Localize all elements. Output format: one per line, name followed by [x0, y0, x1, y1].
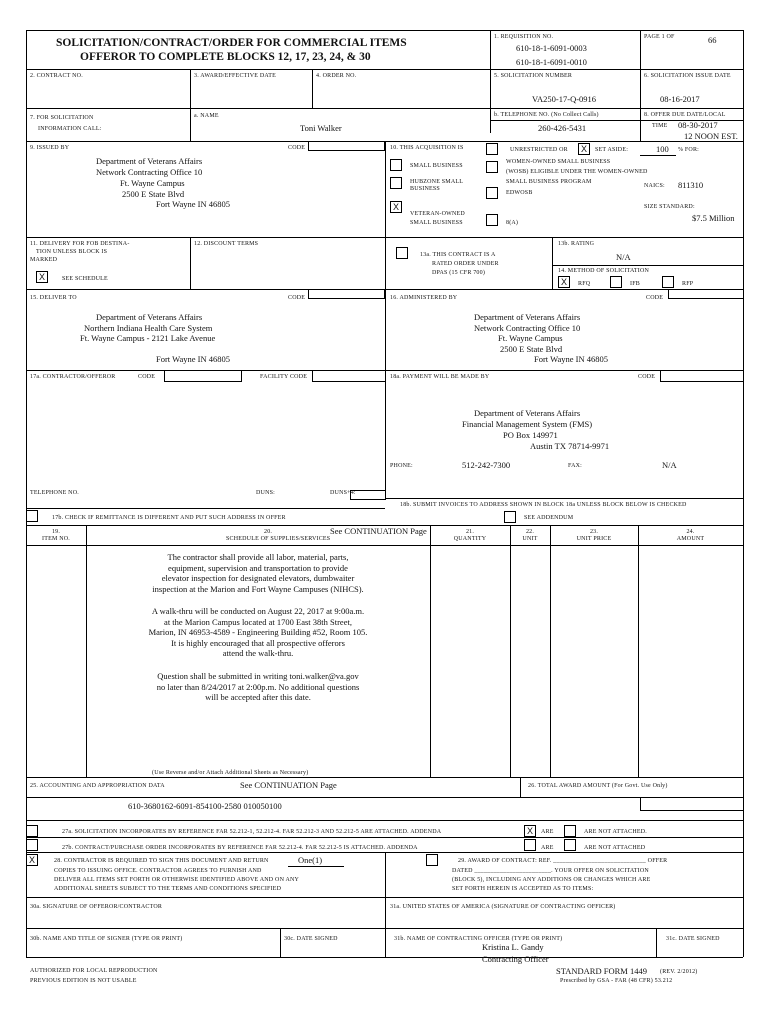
27a-are-label: ARE: [541, 829, 554, 835]
deliver-code-label: CODE: [288, 295, 306, 301]
27a-are-checkbox[interactable]: X: [524, 825, 536, 837]
page-total: 66: [708, 35, 717, 45]
officer-name-label: 31b. NAME OF CONTRACTING OFFICER (TYPE OR PRINT): [394, 936, 563, 942]
total-award-label: 26. TOTAL AWARD AMOUNT (For Govt. Use Only): [528, 783, 668, 789]
deliver-line-1: Department of Veterans Affairs: [96, 312, 203, 322]
duns-label: DUNS:: [256, 490, 276, 496]
issued-line-1: Department of Veterans Affairs: [96, 156, 203, 166]
method-label: 14. METHOD OF SOLICITATION: [558, 268, 650, 274]
col20-header: SCHEDULE OF SUPPLIES/SERVICES: [226, 536, 331, 542]
signature-31a-label: 31a. UNITED STATES OF AMERICA (SIGNATURE OF CONTRACTING OFFICER): [390, 904, 616, 910]
col23-number: 23.: [589, 529, 599, 535]
duns4-label: DUNS+4:: [330, 490, 356, 496]
footer-previous-edition: PREVIOUS EDITION IS NOT USABLE: [30, 978, 137, 984]
accounting-label: 25. ACCOUNTING AND APPROPRIATION DATA: [30, 783, 165, 789]
29-checkbox[interactable]: [426, 854, 438, 866]
footer-revision: (REV. 2/2012): [660, 969, 698, 975]
contractor-code-box[interactable]: [164, 370, 242, 382]
col19-number: 19.: [51, 529, 61, 535]
27b-checkbox[interactable]: [26, 839, 38, 851]
remittance-checkbox[interactable]: [26, 510, 38, 522]
rated-label-3: DPAS (15 CFR 700): [432, 270, 486, 276]
col24-header: AMOUNT: [676, 536, 705, 542]
size-standard: $7.5 Million: [692, 213, 735, 223]
admin-code-box[interactable]: [668, 289, 744, 299]
issued-code-box[interactable]: [308, 141, 385, 151]
unrestricted-label: UNRESTRICTED OR: [510, 147, 568, 153]
27b-are-not-label: ARE NOT ATTACHED: [584, 845, 646, 851]
clause-28-line4: ADDITIONAL SHEETS SUBJECT TO THE TERMS AND CONDITIONS SPECIFIED: [54, 886, 282, 892]
payment-line-2: Financial Management System (FMS): [462, 419, 593, 429]
requisition-label: 1. REQUISITION NO.: [494, 34, 554, 40]
wosb-label-2: (WOSB) ELIGIBLE UNDER THE WOMEN-OWNED: [506, 169, 648, 175]
solicitation-date: 08-16-2017: [660, 94, 700, 104]
schedule-description-2: A walk-thru will be conducted on August 22, 2017 at 9:00a.m. at the Marion Campus located at 1700 East 38th Street, Marion, IN 46953-4589 - Engineering Building #52, Room 105. It is highly encouraged that all prospective offerors attend the walk-thru.: [148, 606, 368, 658]
clause-27b: 27b. CONTRACT/PURCHASE ORDER INCORPORATES BY REFERENCE FAR 52.212-4. FAR 52.212-5 IS ATTACHED. ADDENDA: [62, 845, 418, 851]
schedule-continuation: See CONTINUATION Page: [330, 526, 427, 536]
issued-line-4: 2500 E State Blvd: [122, 189, 185, 199]
deliver-city: Fort Wayne IN 46805: [156, 354, 230, 364]
signer-name-label: 30b. NAME AND TITLE OF SIGNER (TYPE OR PRINT): [30, 936, 183, 942]
page-label: PAGE 1 OF: [644, 34, 675, 40]
naics-label: NAICS:: [644, 183, 665, 189]
admin-code-label: CODE: [646, 295, 664, 301]
requisition-number-2: 610-18-1-6091-0010: [516, 57, 587, 67]
admin-line-3: Ft. Wayne Campus: [498, 333, 563, 343]
set-aside-label: SET ASIDE:: [595, 147, 629, 153]
small-business-label: SMALL BUSINESS: [410, 163, 463, 169]
info-call-label-2: INFORMATION CALL:: [38, 126, 102, 132]
size-standard-label: SIZE STANDARD:: [644, 204, 695, 210]
see-addendum-label: SEE ADDENDUM: [524, 515, 574, 521]
contract-no-label: 2. CONTRACT NO.: [30, 73, 83, 79]
clause-28-line2: COPIES TO ISSUING OFFICE. CONTRACTOR AGREES TO FURNISH AND: [54, 868, 262, 874]
admin-line-1: Department of Veterans Affairs: [474, 312, 581, 322]
rating-value: N/A: [616, 252, 631, 262]
wosb-label-1: WOMEN-OWNED SMALL BUSINESS: [506, 159, 611, 165]
issued-by-label: 9. ISSUED BY: [30, 145, 70, 151]
acquisition-label: 10. THIS ACQUISITION IS: [390, 145, 464, 151]
footer-reproduction: AUTHORIZED FOR LOCAL REPRODUCTION: [30, 968, 158, 974]
percent-for-label: % FOR:: [678, 147, 700, 153]
date-signed-30c-label: 30c. DATE SIGNED: [284, 936, 338, 942]
rated-order-checkbox[interactable]: [396, 247, 408, 259]
award-date-label: 3. AWARD/EFFECTIVE DATE: [194, 73, 276, 79]
27b-are-checkbox[interactable]: [524, 839, 536, 851]
payment-city: Austin TX 78714-9971: [530, 441, 610, 451]
rating-label: 13b. RATING: [558, 241, 595, 247]
edwosb-checkbox[interactable]: [486, 187, 498, 199]
see-addendum-checkbox[interactable]: [504, 511, 516, 523]
admin-line-2: Network Contracting Office 10: [474, 323, 581, 333]
27a-are-not-label: ARE NOT ATTACHED.: [584, 829, 647, 835]
issued-code-label: CODE: [288, 145, 306, 151]
submit-invoices-label: 18b. SUBMIT INVOICES TO ADDRESS SHOWN IN BLOCK 18a UNLESS BLOCK BELOW IS CHECKED: [400, 502, 687, 508]
contractor-telephone-label: TELEPHONE NO.: [30, 490, 79, 496]
27a-are-not-checkbox[interactable]: [564, 825, 576, 837]
clause-29-line4: SET FORTH HEREIN IS ACCEPTED AS TO ITEMS:: [452, 886, 594, 892]
set-aside-checkbox[interactable]: X: [578, 143, 590, 155]
facility-code-label: FACILITY CODE: [260, 374, 308, 380]
contractor-code-label: CODE: [138, 374, 156, 380]
naics-code: 811310: [678, 180, 704, 190]
total-award-box[interactable]: [640, 797, 744, 811]
8a-label: 8(A): [506, 220, 519, 226]
administered-by-label: 16. ADMINISTERED BY: [390, 295, 458, 301]
solicitation-date-label: 6. SOLICITATION ISSUE DATE: [644, 73, 731, 79]
remittance-label: 17b. CHECK IF REMITTANCE IS DIFFERENT AND PUT SUCH ADDRESS IN OFFER: [52, 515, 286, 521]
clause-28-line1: 28. CONTRACTOR IS REQUIRED TO SIGN THIS DOCUMENT AND RETURN: [54, 858, 269, 864]
officer-name: Kristina L. Gandy: [482, 942, 544, 952]
payment-fax: N/A: [662, 460, 677, 470]
col21-number: 21.: [465, 529, 475, 535]
wosb-label-3: SMALL BUSINESS PROGRAM: [506, 179, 592, 185]
27b-are-label: ARE: [541, 845, 554, 851]
clause-28-copies: One(1): [298, 855, 323, 865]
veteran-owned-label-2: SMALL BUSINESS: [410, 220, 463, 226]
date-signed-31c-label: 31c. DATE SIGNED: [666, 936, 720, 942]
see-schedule-checkbox[interactable]: X: [36, 271, 48, 283]
set-aside-percent: 100: [656, 144, 669, 154]
payment-line-3: PO Box 149971: [503, 430, 558, 440]
rfp-label: RFP: [682, 281, 694, 287]
8a-checkbox[interactable]: [486, 214, 498, 226]
solicitation-number: VA250-17-Q-0916: [532, 94, 597, 104]
deliver-code-box[interactable]: [308, 289, 385, 299]
officer-title: Contracting Officer: [482, 954, 549, 964]
28-checkbox[interactable]: X: [26, 854, 38, 866]
solicitation-number-label: 5. SOLICITATION NUMBER: [494, 73, 573, 79]
hubzone-checkbox[interactable]: [390, 177, 402, 189]
see-schedule-label: SEE SCHEDULE: [62, 276, 108, 282]
deliver-line-3: Ft. Wayne Campus - 2121 Lake Avenue: [80, 333, 216, 343]
col23-header: UNIT PRICE: [576, 536, 612, 542]
payment-phone: 512-242-7300: [462, 460, 511, 470]
deliver-line-2: Northern Indiana Health Care System: [84, 323, 213, 333]
clause-28-line3: DELIVER ALL ITEMS SET FORTH OR OTHERWISE IDENTIFIED ABOVE AND ON ANY: [54, 877, 300, 883]
rfp-checkbox[interactable]: [662, 276, 674, 288]
accounting-data: 610-3680162-6091-854100-2580 010050100: [128, 801, 282, 811]
discount-terms-label: 12. DISCOUNT TERMS: [194, 241, 259, 247]
payment-fax-label: FAX:: [568, 463, 583, 469]
issued-line-3: Ft. Wayne Campus: [120, 178, 185, 188]
telephone-label: b. TELEPHONE NO. (No Collect Calls): [494, 112, 599, 118]
deliver-to-label: 15. DELIVER TO: [30, 295, 77, 301]
col20-number: 20.: [264, 529, 273, 535]
ifb-label: IFB: [630, 281, 640, 287]
27a-checkbox[interactable]: [26, 825, 38, 837]
col24-number: 24.: [686, 529, 695, 535]
offer-due-time: 12 NOON EST.: [684, 131, 738, 141]
veteran-owned-label-1: VETERAN-OWNED: [410, 211, 465, 217]
contractor-label: 17a. CONTRACTOR/OFFEROR: [30, 374, 116, 380]
payment-label: 18a. PAYMENT WILL BE MADE BY: [390, 374, 490, 380]
schedule-description-1: The contractor shall provide all labor, material, parts, equipment, supervision and transportation to provide elevator inspection for designated elevators, dumbwaiter inspection at the Marion and Fort Wayne Campuses (NIHCS).: [152, 552, 364, 594]
rated-label-2: RATED ORDER UNDER: [432, 261, 499, 267]
issued-city: Fort Wayne IN 46805: [156, 199, 230, 209]
small-business-checkbox[interactable]: [390, 159, 402, 171]
payment-code-box[interactable]: [660, 370, 744, 382]
time-label: TIME: [652, 123, 668, 129]
clause-29-line1: 29. AWARD OF CONTRACT: REF. _____________________________ OFFER: [458, 858, 668, 864]
ifb-checkbox[interactable]: [610, 276, 622, 288]
offer-due-date: 08-30-2017: [678, 120, 718, 130]
requisition-number-1: 610-18-1-6091-0003: [516, 43, 587, 53]
contact-name: Toni Walker: [300, 123, 342, 133]
admin-city: Fort Wayne IN 46805: [534, 354, 608, 364]
order-no-label: 4. ORDER NO.: [316, 73, 357, 79]
admin-line-4: 2500 E State Blvd: [500, 344, 563, 354]
rfq-checkbox[interactable]: X: [558, 276, 570, 288]
col22-number: 22.: [525, 529, 535, 535]
footer-form-number: STANDARD FORM 1449: [556, 966, 647, 976]
info-call-label-1: 7. FOR SOLICITATION: [30, 115, 94, 121]
schedule-description-3: Question shall be submitted in writing toni.walker@va.gov no later than 8/24/2017 at 2:00p.m. No additional questions will be accepted after this date.: [156, 671, 360, 702]
contact-telephone: 260-426-5431: [538, 123, 587, 133]
27b-are-not-checkbox[interactable]: [564, 839, 576, 851]
col22-header: UNIT: [522, 536, 538, 542]
col21-header: QUANTITY: [453, 536, 487, 542]
name-label: a. NAME: [194, 113, 219, 119]
clause-29-line3: (BLOCK 5), INCLUDING ANY ADDITIONS OR CHANGES WHICH ARE: [452, 877, 651, 883]
form-title-line1: SOLICITATION/CONTRACT/ORDER FOR COMMERCIAL ITEMS: [56, 37, 407, 49]
veteran-owned-checkbox[interactable]: X: [390, 201, 402, 213]
unrestricted-checkbox[interactable]: [486, 143, 498, 155]
accounting-continuation: See CONTINUATION Page: [240, 780, 337, 790]
clause-29-line2: DATED ________________________. YOUR OFFER ON SOLICITATION: [452, 868, 649, 874]
edwosb-label: EDWOSB: [506, 190, 533, 196]
clause-27a: 27a. SOLICITATION INCORPORATES BY REFERENCE FAR 52.212-1, 52.212-4. FAR 52.212-3 AND 52.212-5 ARE ATTACHED. ADDENDA: [62, 829, 442, 835]
delivery-label-1: 11. DELIVERY FOR FOB DESTINA-: [30, 241, 130, 247]
wosb-checkbox[interactable]: [486, 161, 498, 173]
form-title-line2: OFFEROR TO COMPLETE BLOCKS 12, 17, 23, 24, & 30: [80, 51, 371, 63]
hubzone-label-2: BUSINESS: [410, 186, 440, 192]
rated-label-1: 13a. THIS CONTRACT IS A: [420, 252, 496, 258]
issued-line-2: Network Contracting Office 10: [96, 167, 203, 177]
payment-code-label: CODE: [638, 374, 656, 380]
payment-phone-label: PHONE:: [390, 463, 413, 469]
payment-line-1: Department of Veterans Affairs: [474, 408, 581, 418]
delivery-label-2: TION UNLESS BLOCK IS: [36, 249, 108, 255]
col19-header: ITEM NO.: [42, 536, 70, 542]
offer-due-label: 8. OFFER DUE DATE/LOCAL: [644, 112, 726, 118]
footer-prescribed: Prescribed by GSA - FAR (48 CFR) 53.212: [560, 978, 673, 984]
facility-code-box[interactable]: [312, 370, 386, 382]
hubzone-label-1: HUBZONE SMALL: [410, 179, 464, 185]
rfq-label: RFQ: [578, 281, 591, 287]
signature-30a-label: 30a. SIGNATURE OF OFFEROR/CONTRACTOR: [30, 904, 163, 910]
reverse-note: (Use Reverse and/or Attach Additional Sheets as Necessary): [152, 770, 309, 776]
delivery-label-3: MARKED: [30, 257, 58, 263]
